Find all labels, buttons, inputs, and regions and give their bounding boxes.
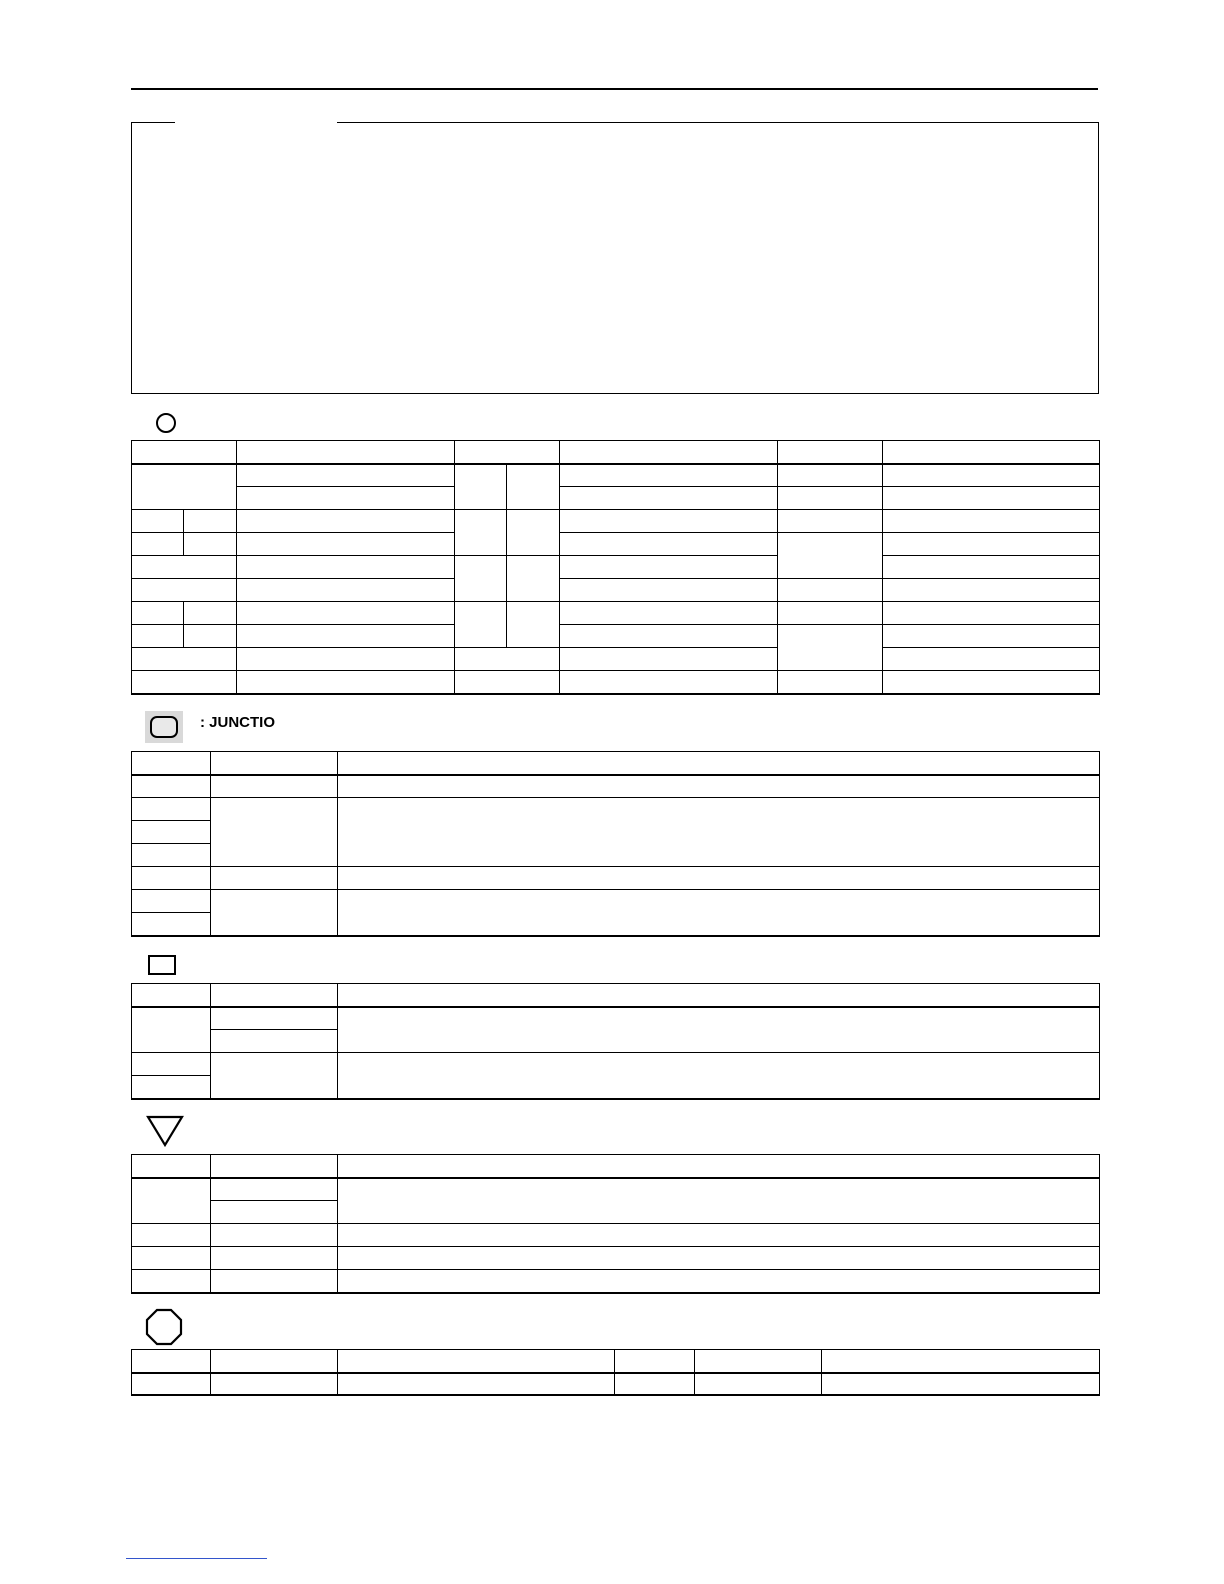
table-row bbox=[132, 1270, 1100, 1293]
table-row bbox=[132, 890, 1100, 913]
table-row bbox=[132, 1373, 1100, 1395]
table-row bbox=[132, 1007, 1100, 1030]
notes-frame bbox=[131, 122, 1099, 394]
junction-block-icon bbox=[145, 711, 183, 743]
header-rule bbox=[131, 88, 1098, 90]
triangle-icon bbox=[146, 1115, 184, 1147]
table-row bbox=[132, 775, 1100, 798]
table-row bbox=[132, 671, 1100, 694]
junction-section-label: : JUNCTIO bbox=[200, 714, 275, 731]
connector-table bbox=[131, 440, 1100, 695]
rectangle-icon bbox=[148, 955, 176, 975]
octagon-table bbox=[131, 1349, 1100, 1396]
rectangle-table bbox=[131, 983, 1100, 1100]
table-row bbox=[132, 1247, 1100, 1270]
table-row bbox=[132, 984, 1100, 1007]
table-row bbox=[132, 510, 1100, 533]
octagon-icon bbox=[145, 1308, 183, 1346]
table-row bbox=[132, 867, 1100, 890]
table-row bbox=[132, 533, 1100, 556]
table-row bbox=[132, 1053, 1100, 1076]
table-row bbox=[132, 1224, 1100, 1247]
circle-icon bbox=[156, 413, 176, 433]
table-row bbox=[132, 625, 1100, 648]
table-row bbox=[132, 464, 1100, 487]
table-row bbox=[132, 752, 1100, 775]
table-row bbox=[132, 487, 1100, 510]
table-row bbox=[132, 579, 1100, 602]
triangle-table bbox=[131, 1154, 1100, 1294]
table-row bbox=[132, 1155, 1100, 1178]
table-row bbox=[132, 1350, 1100, 1373]
junction-table bbox=[131, 751, 1100, 937]
table-row bbox=[132, 556, 1100, 579]
table-row bbox=[132, 602, 1100, 625]
table-row bbox=[132, 798, 1100, 821]
table-row bbox=[132, 648, 1100, 671]
table-row bbox=[132, 1178, 1100, 1201]
footer-link-underline[interactable] bbox=[126, 1558, 267, 1559]
table-row bbox=[132, 441, 1100, 464]
